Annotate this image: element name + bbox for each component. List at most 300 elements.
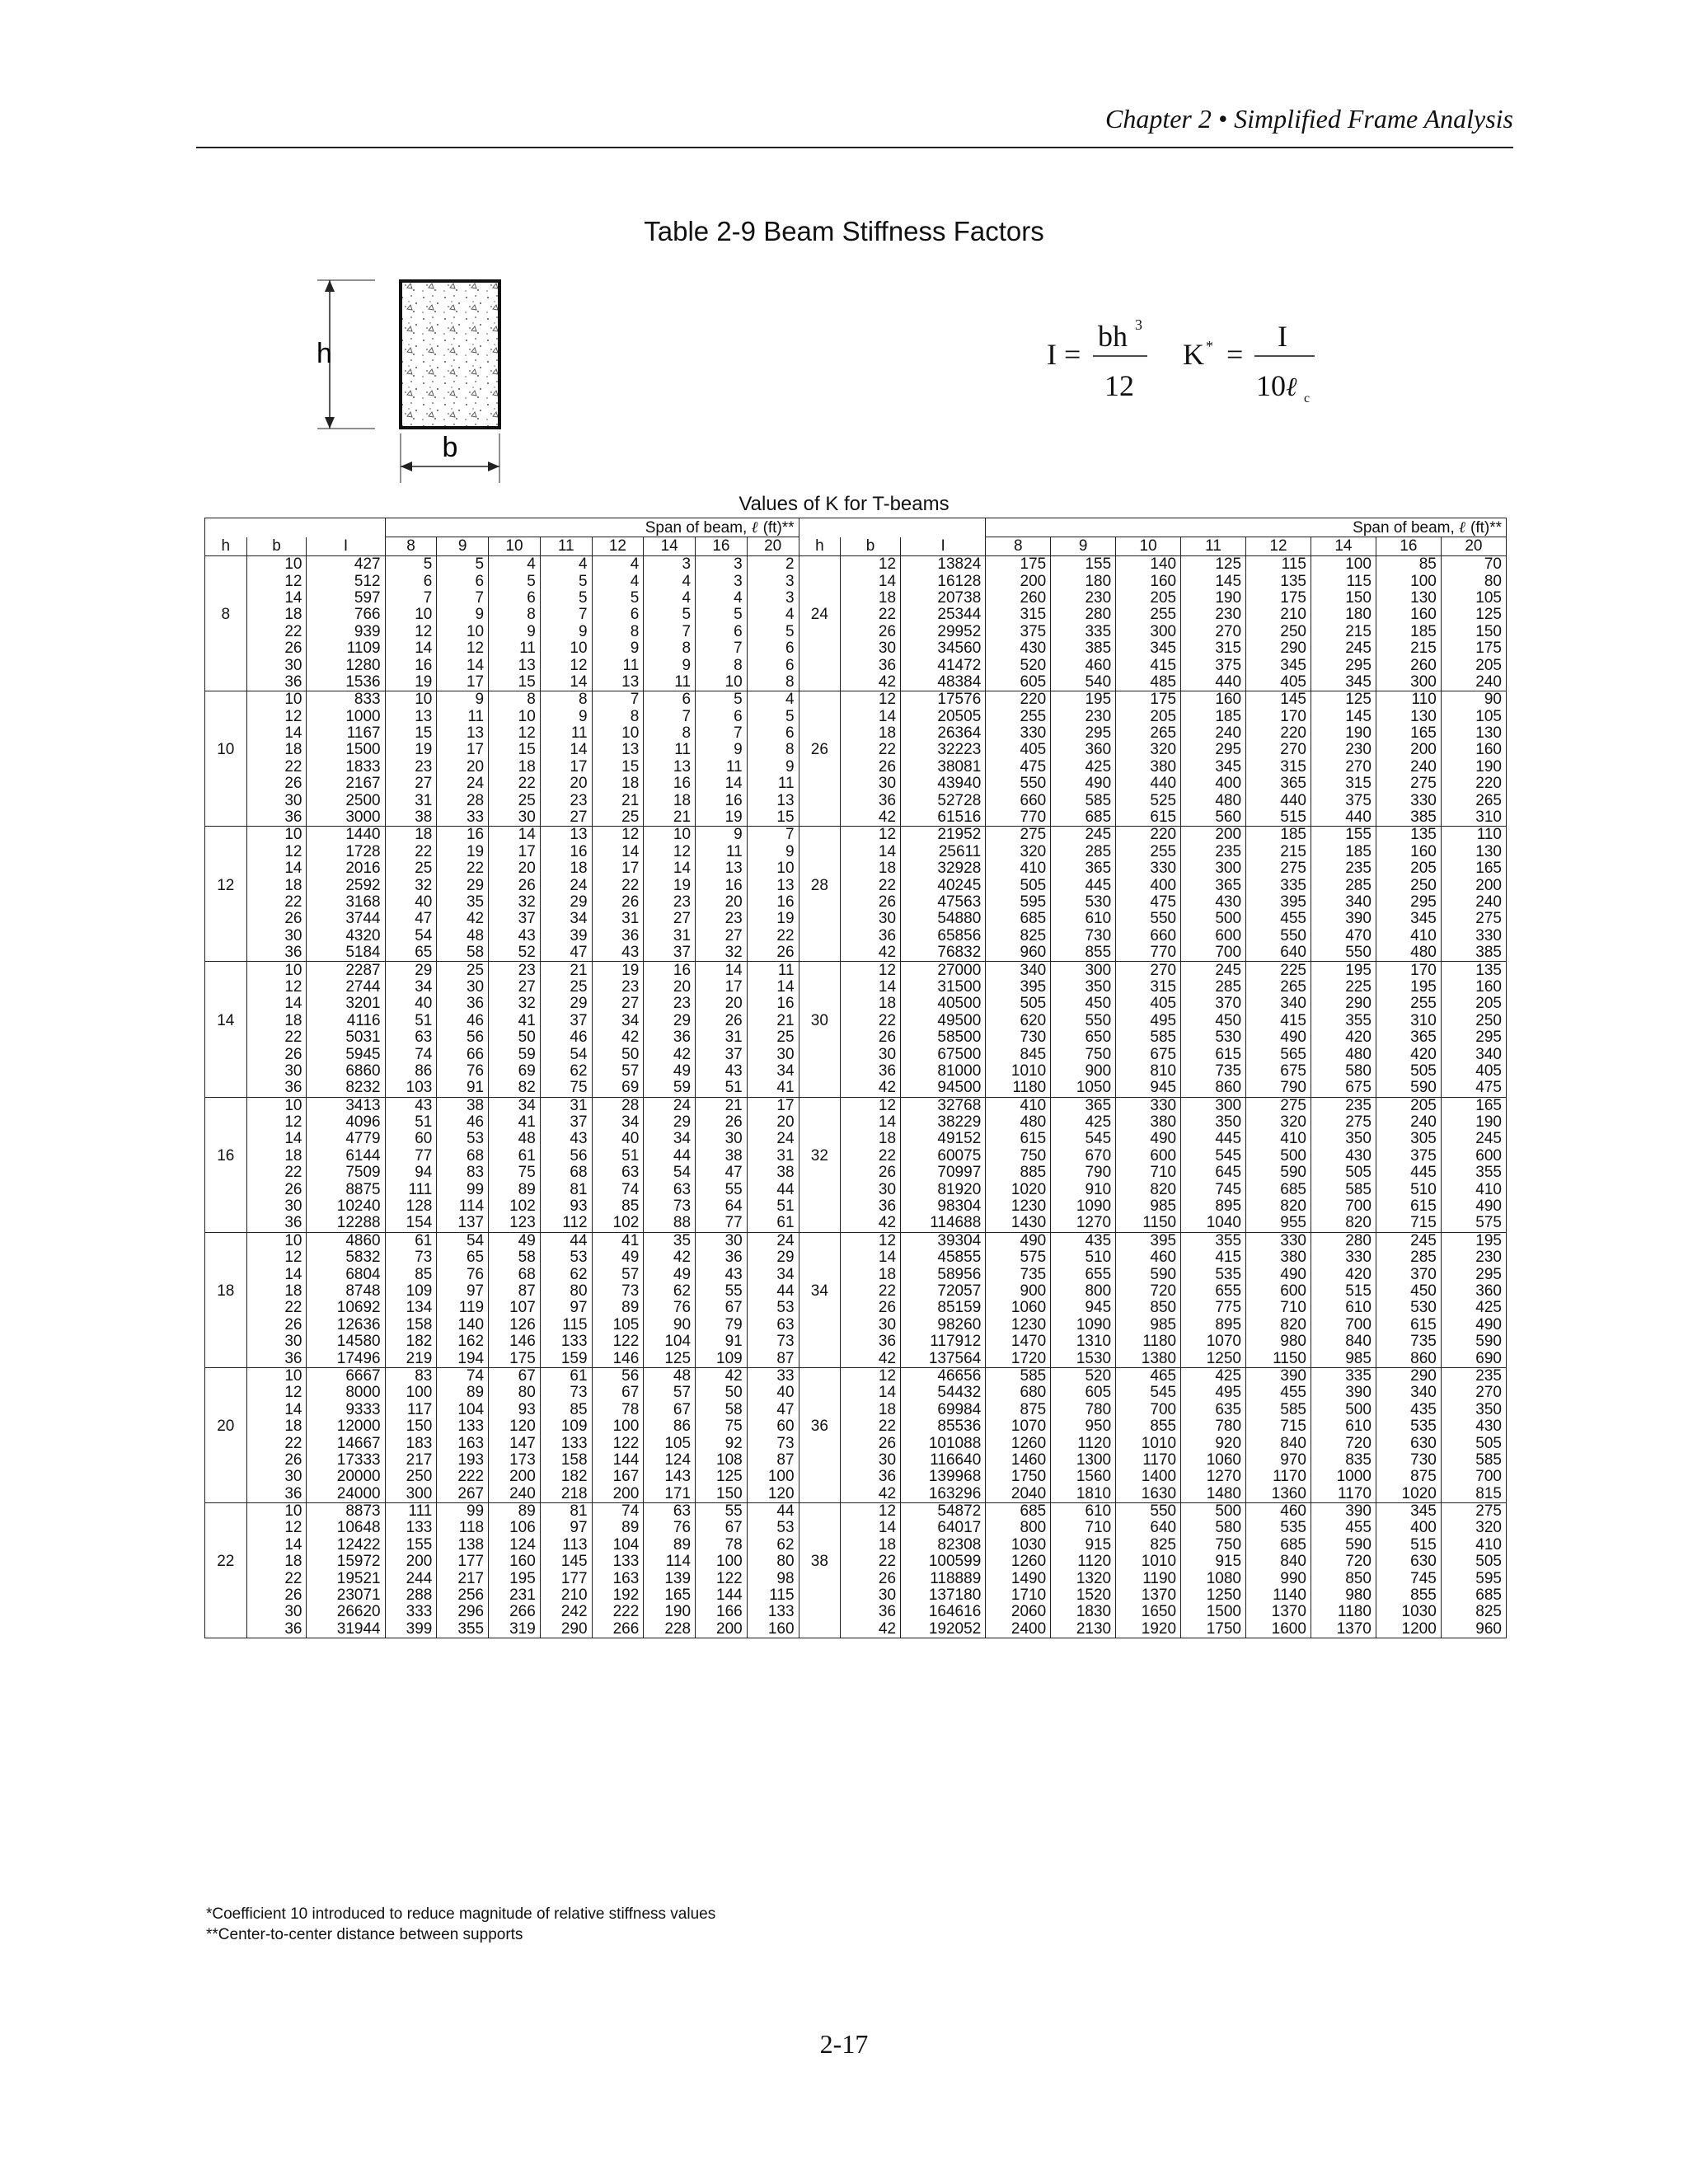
left-k-cell: 23 [489,962,541,979]
left-h-cell [205,944,247,962]
left-i-cell: 5832 [307,1249,385,1266]
table-row [205,979,1507,996]
left-b-cell: 22 [246,1029,307,1046]
left-k-cell: 29 [385,962,437,979]
left-k-cell: 115 [747,1587,799,1604]
left-k-cell: 8 [592,624,644,640]
right-k-cell: 1120 [1051,1435,1116,1451]
right-h-cell [799,1537,841,1554]
right-k-cell: 465 [1116,1367,1181,1385]
right-k-cell: 600 [1246,1283,1311,1300]
right-k-cell: 685 [1246,1537,1311,1554]
left-k-cell: 91 [437,1080,489,1097]
left-k-cell: 114 [644,1554,696,1570]
right-i-cell: 54880 [901,911,986,927]
right-k-cell: 160 [1376,607,1441,623]
left-k-cell: 7 [696,725,748,742]
right-b-cell: 42 [841,1080,901,1097]
left-h-cell [205,1485,247,1502]
right-k-cell: 840 [1311,1333,1376,1350]
right-h-cell [799,860,841,877]
right-k-cell: 365 [1051,1097,1116,1114]
left-k-cell: 200 [489,1469,541,1485]
left-k-cell: 267 [437,1485,489,1502]
right-k-cell: 710 [1051,1520,1116,1536]
left-k-cell: 109 [696,1350,748,1367]
left-k-cell: 20 [489,860,541,877]
left-k-cell: 5 [592,590,644,607]
right-b-cell: 30 [841,776,901,792]
left-b-cell: 26 [246,1181,307,1197]
right-i-cell: 65856 [901,928,986,944]
right-k-cell: 1720 [986,1350,1051,1367]
left-k-cell: 25 [437,962,489,979]
right-k-cell: 105 [1441,709,1506,725]
right-k-cell: 685 [1441,1587,1506,1604]
right-k-cell: 315 [986,607,1051,623]
left-k-cell: 34 [592,1013,644,1029]
right-h-cell [799,1350,841,1367]
right-k-cell: 860 [1181,1080,1246,1097]
right-k-cell: 545 [1181,1148,1246,1165]
right-k-cell: 130 [1441,725,1506,742]
left-k-cell: 6 [385,573,437,589]
left-k-cell: 144 [592,1452,644,1469]
right-k-cell: 285 [1376,1249,1441,1266]
left-h-cell [205,962,247,979]
right-k-cell: 230 [1051,590,1116,607]
right-k-cell: 225 [1246,962,1311,979]
left-k-cell: 22 [592,877,644,893]
right-h-cell [799,1181,841,1197]
left-k-cell: 42 [644,1046,696,1062]
right-k-cell: 145 [1311,709,1376,725]
left-i-cell: 19521 [307,1570,385,1586]
left-k-cell: 32 [696,944,748,962]
right-k-cell: 205 [1376,860,1441,877]
left-k-cell: 18 [592,776,644,792]
left-k-cell: 43 [696,1266,748,1282]
left-k-cell: 167 [592,1469,644,1485]
k-denominator-ell: ℓ [1286,371,1297,402]
left-k-cell: 86 [385,1063,437,1080]
span-header-14: 14 [644,537,696,556]
left-k-cell: 22 [437,860,489,877]
right-k-cell: 1040 [1181,1215,1246,1232]
right-k-cell: 190 [1441,759,1506,776]
right-k-cell: 410 [1441,1181,1506,1197]
left-k-cell: 74 [437,1367,489,1385]
right-i-cell: 54432 [901,1385,986,1401]
right-k-cell: 710 [1116,1165,1181,1181]
right-i-cell: 117912 [901,1333,986,1350]
left-k-cell: 125 [696,1469,748,1485]
right-k-cell: 175 [986,556,1051,574]
left-k-cell: 21 [592,792,644,808]
right-b-cell: 18 [841,1537,901,1554]
left-k-cell: 81 [540,1502,592,1520]
right-k-cell: 660 [1116,928,1181,944]
left-k-cell: 6 [696,624,748,640]
left-k-cell: 162 [437,1333,489,1350]
left-k-cell: 100 [385,1385,437,1401]
right-k-cell: 630 [1376,1554,1441,1570]
right-k-cell: 425 [1441,1300,1506,1316]
right-k-cell: 330 [1116,860,1181,877]
right-i-cell: 98304 [901,1198,986,1215]
left-k-cell: 77 [385,1148,437,1165]
right-k-cell: 160 [1441,742,1506,758]
table-row [205,573,1507,589]
right-b-cell: 42 [841,1621,901,1638]
right-b-cell: 22 [841,1418,901,1435]
left-k-cell: 74 [592,1502,644,1520]
right-k-cell: 1650 [1116,1604,1181,1620]
left-k-cell: 9 [696,827,748,844]
left-k-cell: 166 [696,1604,748,1620]
right-b-cell: 14 [841,709,901,725]
left-k-cell: 67 [489,1367,541,1385]
right-k-cell: 630 [1376,1435,1441,1451]
left-k-cell: 20 [696,996,748,1012]
left-i-cell: 4096 [307,1114,385,1131]
left-k-cell: 11 [540,725,592,742]
table-row [205,1418,1507,1435]
right-k-cell: 205 [1441,996,1506,1012]
left-k-cell: 102 [489,1198,541,1215]
left-k-cell: 74 [592,1181,644,1197]
right-k-cell: 255 [986,709,1051,725]
left-k-cell: 23 [644,996,696,1012]
left-h-cell [205,860,247,877]
left-k-cell: 63 [385,1029,437,1046]
right-k-cell: 585 [1311,1181,1376,1197]
right-k-cell: 1490 [986,1570,1051,1586]
right-k-cell: 700 [1441,1469,1506,1485]
right-k-cell: 550 [1116,911,1181,927]
left-k-cell: 49 [592,1249,644,1266]
right-k-cell: 1020 [1376,1485,1441,1502]
left-h-cell [205,674,247,691]
left-h-cell [205,1165,247,1181]
left-k-cell: 4 [747,691,799,709]
right-k-cell: 885 [986,1165,1051,1181]
left-i-cell: 17496 [307,1350,385,1367]
left-k-cell: 10 [385,691,437,709]
right-k-cell: 990 [1246,1570,1311,1586]
right-k-cell: 275 [1441,911,1506,927]
right-b-cell: 12 [841,1097,901,1114]
right-b-cell: 14 [841,1520,901,1536]
left-k-cell: 125 [644,1350,696,1367]
left-i-cell: 12000 [307,1418,385,1435]
right-k-cell: 400 [1116,877,1181,893]
right-k-cell: 1230 [986,1317,1051,1333]
right-k-cell: 220 [986,691,1051,709]
left-k-cell: 111 [385,1181,437,1197]
left-i-cell: 8873 [307,1502,385,1520]
left-i-cell: 24000 [307,1485,385,1502]
right-i-cell: 40500 [901,996,986,1012]
left-i-cell: 8232 [307,1080,385,1097]
right-k-cell: 270 [1246,742,1311,758]
right-k-cell: 185 [1311,844,1376,860]
right-k-cell: 105 [1441,590,1506,607]
left-k-cell: 123 [489,1215,541,1232]
left-k-cell: 4 [592,556,644,574]
left-k-cell: 26 [489,877,541,893]
left-i-cell: 1280 [307,657,385,673]
header-blank [799,518,986,537]
left-h-cell [205,1570,247,1586]
left-h-cell [205,1215,247,1232]
right-k-cell: 685 [986,1502,1051,1520]
left-b-cell: 26 [246,776,307,792]
left-k-cell: 56 [540,1148,592,1165]
left-k-cell: 8 [747,742,799,758]
left-h-cell [205,1621,247,1638]
left-i-cell: 2167 [307,776,385,792]
left-k-cell: 106 [489,1520,541,1536]
left-b-cell: 22 [246,1165,307,1181]
right-k-cell: 1480 [1181,1485,1246,1502]
right-i-cell: 47563 [901,894,986,911]
right-k-cell: 210 [1246,607,1311,623]
right-b-cell: 14 [841,1385,901,1401]
left-k-cell: 89 [592,1300,644,1316]
right-k-cell: 340 [1246,996,1311,1012]
left-i-cell: 1536 [307,674,385,691]
left-b-cell: 26 [246,640,307,657]
left-k-cell: 11 [437,709,489,725]
left-k-cell: 27 [696,928,748,944]
right-k-cell: 350 [1051,979,1116,996]
left-k-cell: 88 [644,1215,696,1232]
left-k-cell: 16 [696,877,748,893]
table-row [205,1165,1507,1181]
right-k-cell: 575 [1441,1215,1506,1232]
left-k-cell: 37 [696,1046,748,1062]
left-b-cell: 14 [246,996,307,1012]
right-k-cell: 1120 [1051,1554,1116,1570]
left-k-cell: 75 [696,1418,748,1435]
right-k-cell: 330 [986,725,1051,742]
right-k-cell: 715 [1376,1215,1441,1232]
left-k-cell: 62 [644,1283,696,1300]
right-h-cell [799,674,841,691]
table-row [205,792,1507,808]
right-k-cell: 470 [1311,928,1376,944]
left-k-cell: 99 [437,1502,489,1520]
left-k-cell: 20 [437,759,489,776]
left-k-cell: 122 [696,1570,748,1586]
left-h-cell: 12 [205,877,247,893]
right-k-cell: 320 [1116,742,1181,758]
i-numerator-exponent: 3 [1135,316,1142,333]
table-row [205,1367,1507,1385]
right-k-cell: 85 [1376,556,1441,574]
column-header-i: I [901,537,986,556]
right-k-cell: 415 [1246,1013,1311,1029]
right-k-cell: 330 [1116,1097,1181,1114]
right-k-cell: 610 [1311,1418,1376,1435]
left-i-cell: 10240 [307,1198,385,1215]
right-b-cell: 12 [841,1232,901,1249]
right-b-cell: 26 [841,894,901,911]
left-i-cell: 427 [307,556,385,574]
left-k-cell: 12 [437,640,489,657]
right-k-cell: 1500 [1181,1604,1246,1620]
right-h-cell [799,1165,841,1181]
left-k-cell: 111 [385,1502,437,1520]
left-b-cell: 22 [246,894,307,911]
left-k-cell: 105 [592,1317,644,1333]
left-k-cell: 146 [592,1350,644,1367]
table-subtitle: Values of K for T-beams [738,493,950,515]
right-k-cell: 1140 [1246,1587,1311,1604]
left-k-cell: 34 [747,1063,799,1080]
left-k-cell: 62 [540,1063,592,1080]
right-k-cell: 1460 [986,1452,1051,1469]
left-k-cell: 76 [644,1520,696,1536]
right-k-cell: 330 [1441,928,1506,944]
right-i-cell: 38229 [901,1114,986,1131]
right-k-cell: 100 [1311,556,1376,574]
right-k-cell: 205 [1376,1097,1441,1114]
right-k-cell: 450 [1181,1013,1246,1029]
right-k-cell: 915 [1051,1537,1116,1554]
left-k-cell: 13 [696,860,748,877]
right-k-cell: 1200 [1376,1621,1441,1638]
left-k-cell: 30 [747,1046,799,1062]
right-k-cell: 545 [1116,1385,1181,1401]
left-b-cell: 18 [246,1013,307,1029]
left-k-cell: 58 [437,944,489,962]
left-k-cell: 288 [385,1587,437,1604]
left-h-cell [205,691,247,709]
right-k-cell: 490 [1116,1131,1181,1147]
table-row [205,1554,1507,1570]
right-k-cell: 110 [1376,691,1441,709]
left-k-cell: 190 [644,1604,696,1620]
left-k-cell: 9 [747,759,799,776]
left-k-cell: 12 [385,624,437,640]
left-h-cell [205,996,247,1012]
left-k-cell: 67 [644,1402,696,1418]
table-row [205,1215,1507,1232]
right-k-cell: 275 [1376,776,1441,792]
right-k-cell: 750 [986,1148,1051,1165]
left-k-cell: 19 [747,911,799,927]
left-k-cell: 119 [437,1300,489,1316]
right-b-cell: 22 [841,607,901,623]
right-k-cell: 685 [1246,1181,1311,1197]
beam-cross-section [401,281,499,428]
left-k-cell: 61 [385,1232,437,1249]
right-b-cell: 26 [841,1435,901,1451]
right-k-cell: 855 [1051,944,1116,962]
left-k-cell: 23 [696,911,748,927]
right-k-cell: 280 [1311,1232,1376,1249]
right-k-cell: 700 [1116,1402,1181,1418]
right-k-cell: 430 [1181,894,1246,911]
right-i-cell: 61516 [901,809,986,827]
left-i-cell: 833 [307,691,385,709]
right-k-cell: 155 [1051,556,1116,574]
right-b-cell: 42 [841,1350,901,1367]
table-row [205,590,1507,607]
right-k-cell: 515 [1311,1283,1376,1300]
left-i-cell: 8748 [307,1283,385,1300]
right-k-cell: 790 [1051,1165,1116,1181]
right-k-cell: 1170 [1246,1469,1311,1485]
left-k-cell: 10 [489,709,541,725]
left-k-cell: 133 [592,1554,644,1570]
right-h-cell [799,894,841,911]
right-k-cell: 505 [1376,1063,1441,1080]
right-k-cell: 385 [1051,640,1116,657]
left-k-cell: 42 [437,911,489,927]
right-k-cell: 405 [1246,674,1311,691]
right-h-cell [799,1485,841,1502]
right-k-cell: 285 [1051,844,1116,860]
right-k-cell: 385 [1441,944,1506,962]
left-k-cell: 112 [540,1215,592,1232]
table-row [205,1570,1507,1586]
left-k-cell: 38 [696,1148,748,1165]
right-k-cell: 875 [1376,1469,1441,1485]
right-i-cell: 41472 [901,657,986,673]
left-k-cell: 143 [644,1469,696,1485]
table-row [205,1485,1507,1502]
left-k-cell: 14 [437,657,489,673]
right-k-cell: 2060 [986,1604,1051,1620]
right-k-cell: 300 [1181,1097,1246,1114]
left-k-cell: 171 [644,1485,696,1502]
right-k-cell: 640 [1116,1520,1181,1536]
right-k-cell: 180 [1051,573,1116,589]
left-b-cell: 14 [246,860,307,877]
left-i-cell: 2744 [307,979,385,996]
right-k-cell: 1010 [1116,1435,1181,1451]
left-k-cell: 25 [747,1029,799,1046]
left-k-cell: 89 [644,1537,696,1554]
right-k-cell: 375 [1376,1148,1441,1165]
right-k-cell: 855 [1116,1418,1181,1435]
span-header-12: 12 [1246,537,1311,556]
right-k-cell: 585 [986,1367,1051,1385]
right-k-cell: 560 [1181,809,1246,827]
right-b-cell: 14 [841,979,901,996]
left-h-cell [205,556,247,574]
left-h-cell [205,1131,247,1147]
right-k-cell: 1080 [1181,1570,1246,1586]
left-k-cell: 24 [747,1131,799,1147]
left-k-cell: 26 [747,944,799,962]
left-k-cell: 16 [747,894,799,911]
table-row [205,709,1507,725]
right-k-cell: 340 [1441,1046,1506,1062]
right-k-cell: 450 [1376,1283,1441,1300]
right-k-cell: 315 [1116,979,1181,996]
left-i-cell: 1833 [307,759,385,776]
right-b-cell: 42 [841,944,901,962]
table-row [205,944,1507,962]
left-h-cell [205,1452,247,1469]
table-row [205,1013,1507,1029]
right-k-cell: 1180 [986,1080,1051,1097]
right-k-cell: 395 [1116,1232,1181,1249]
